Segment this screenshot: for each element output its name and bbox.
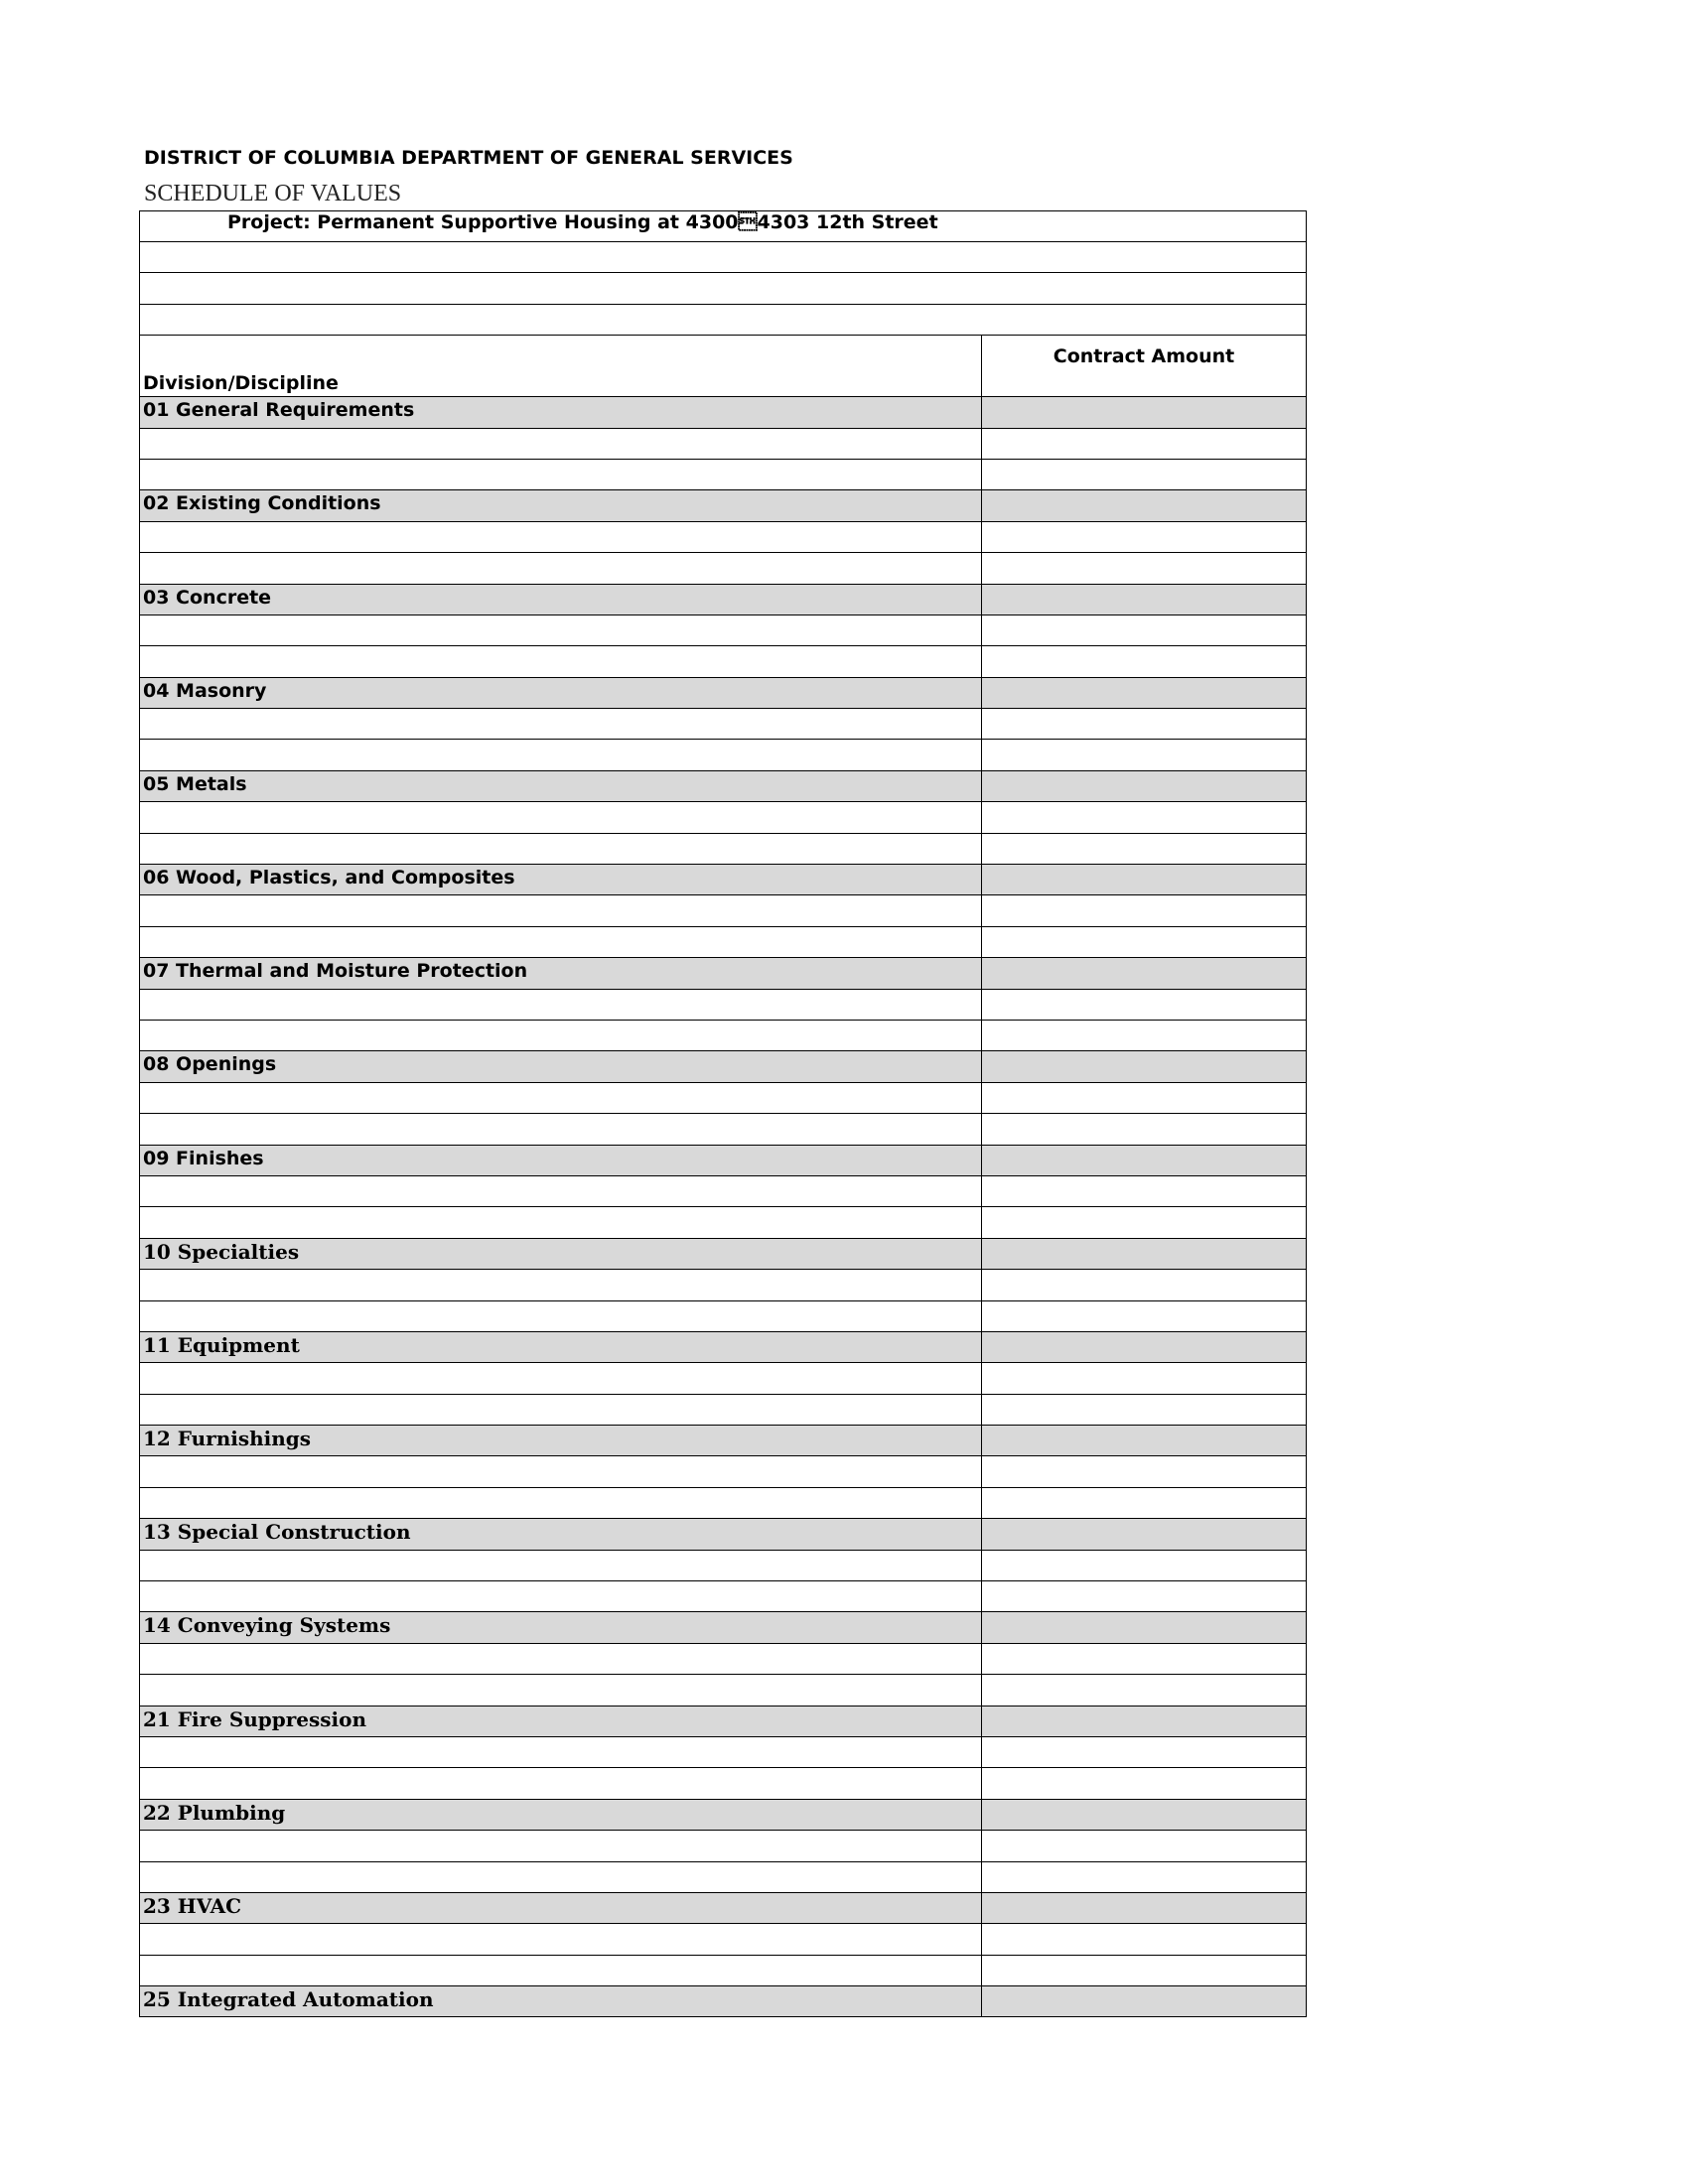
project-row (140, 211, 1307, 242)
column-header-row (140, 336, 1307, 397)
division-amount-cell[interactable] (982, 1519, 1307, 1550)
line-item-amount-cell[interactable] (982, 833, 1307, 864)
line-item-description-cell[interactable] (140, 1861, 982, 1892)
line-item-row (140, 740, 1307, 770)
division-label: 21 Fire Suppression (140, 1706, 982, 1736)
line-item-amount-cell[interactable] (982, 1270, 1307, 1300)
project-title: Project: Permanent Supportive Housing at 43004303 12th Street (140, 211, 1307, 242)
line-item-row (140, 614, 1307, 645)
division-label: 01 General Requirements (140, 397, 982, 428)
line-item-description-cell[interactable] (140, 428, 982, 459)
line-item-description-cell[interactable] (140, 1020, 982, 1050)
line-item-amount-cell[interactable] (982, 428, 1307, 459)
division-label: 22 Plumbing (140, 1799, 982, 1830)
division-row (140, 677, 1307, 708)
division-amount-cell[interactable] (982, 865, 1307, 895)
division-label: 10 Specialties (140, 1238, 982, 1269)
agency-name: DISTRICT OF COLUMBIA DEPARTMENT OF GENERAL SERVICES (144, 147, 793, 169)
blank-cell[interactable] (140, 242, 1307, 273)
line-item-description-cell[interactable] (140, 646, 982, 677)
line-item-row (140, 926, 1307, 957)
line-item-description-cell[interactable] (140, 1675, 982, 1706)
line-item-description-cell[interactable] (140, 895, 982, 926)
division-label: 07 Thermal and Moisture Protection (140, 958, 982, 989)
blank-row (140, 304, 1307, 335)
division-label: 09 Finishes (140, 1145, 982, 1175)
line-item-description-cell[interactable] (140, 1456, 982, 1487)
division-label: 23 HVAC (140, 1892, 982, 1923)
line-item-row (140, 1861, 1307, 1892)
division-row (140, 1706, 1307, 1736)
division-row (140, 865, 1307, 895)
division-row (140, 1612, 1307, 1643)
table-body (140, 211, 1307, 2017)
line-item-row (140, 1363, 1307, 1394)
line-item-description-cell[interactable] (140, 459, 982, 489)
division-amount-cell[interactable] (982, 677, 1307, 708)
line-item-description-cell[interactable] (140, 740, 982, 770)
schedule-of-values-table (139, 210, 1307, 2017)
line-item-row (140, 1550, 1307, 1580)
line-item-description-cell[interactable] (140, 1643, 982, 1674)
line-item-amount-cell[interactable] (982, 1456, 1307, 1487)
division-row (140, 958, 1307, 989)
division-row (140, 770, 1307, 801)
division-row (140, 1892, 1307, 1923)
blank-row (140, 273, 1307, 304)
line-item-row (140, 1581, 1307, 1612)
line-item-amount-cell[interactable] (982, 926, 1307, 957)
line-item-row (140, 802, 1307, 833)
document-subtitle: SCHEDULE OF VALUES (144, 181, 402, 206)
division-label: 08 Openings (140, 1051, 982, 1082)
line-item-row (140, 1082, 1307, 1113)
line-item-amount-cell[interactable] (982, 1114, 1307, 1145)
line-item-amount-cell[interactable] (982, 459, 1307, 489)
line-item-row (140, 1924, 1307, 1955)
division-row (140, 1238, 1307, 1269)
division-label: 11 Equipment (140, 1331, 982, 1362)
line-item-row (140, 1175, 1307, 1206)
line-item-row (140, 1643, 1307, 1674)
division-label: 03 Concrete (140, 584, 982, 614)
division-label: 04 Masonry (140, 677, 982, 708)
line-item-amount-cell[interactable] (982, 1487, 1307, 1518)
division-amount-cell[interactable] (982, 1799, 1307, 1830)
line-item-row (140, 1955, 1307, 1985)
line-item-description-cell[interactable] (140, 1831, 982, 1861)
line-item-row (140, 709, 1307, 740)
line-item-amount-cell[interactable] (982, 521, 1307, 552)
line-item-description-cell[interactable] (140, 802, 982, 833)
line-item-description-cell[interactable] (140, 926, 982, 957)
line-item-description-cell[interactable] (140, 521, 982, 552)
line-item-amount-cell[interactable] (982, 1768, 1307, 1799)
line-item-description-cell[interactable] (140, 1207, 982, 1238)
line-item-description-cell[interactable] (140, 553, 982, 584)
line-item-row (140, 459, 1307, 489)
division-row (140, 397, 1307, 428)
line-item-row (140, 553, 1307, 584)
line-item-row (140, 1270, 1307, 1300)
line-item-row (140, 428, 1307, 459)
division-amount-cell[interactable] (982, 1612, 1307, 1643)
line-item-description-cell[interactable] (140, 1270, 982, 1300)
division-row (140, 1051, 1307, 1082)
division-label: 12 Furnishings (140, 1426, 982, 1456)
line-item-description-cell[interactable] (140, 1768, 982, 1799)
line-item-description-cell[interactable] (140, 833, 982, 864)
line-item-description-cell[interactable] (140, 614, 982, 645)
division-amount-cell[interactable] (982, 1892, 1307, 1923)
line-item-description-cell[interactable] (140, 1581, 982, 1612)
column-header-division: Division/Discipline (140, 336, 982, 397)
division-row (140, 1426, 1307, 1456)
line-item-amount-cell[interactable] (982, 1175, 1307, 1206)
division-row (140, 1519, 1307, 1550)
line-item-amount-cell[interactable] (982, 1643, 1307, 1674)
division-label: 25 Integrated Automation (140, 1986, 982, 2017)
line-item-row (140, 1456, 1307, 1487)
line-item-row (140, 1736, 1307, 1767)
line-item-amount-cell[interactable] (982, 740, 1307, 770)
line-item-amount-cell[interactable] (982, 1831, 1307, 1861)
division-row (140, 1145, 1307, 1175)
line-item-amount-cell[interactable] (982, 1394, 1307, 1425)
line-item-amount-cell[interactable] (982, 895, 1307, 926)
line-item-amount-cell[interactable] (982, 1300, 1307, 1331)
line-item-description-cell[interactable] (140, 1736, 982, 1767)
division-row (140, 1331, 1307, 1362)
line-item-amount-cell[interactable] (982, 1550, 1307, 1580)
line-item-amount-cell[interactable] (982, 646, 1307, 677)
column-header-amount: Contract Amount (982, 336, 1307, 397)
division-amount-cell[interactable] (982, 1986, 1307, 2017)
division-amount-cell[interactable] (982, 958, 1307, 989)
line-item-description-cell[interactable] (140, 1394, 982, 1425)
line-item-amount-cell[interactable] (982, 1736, 1307, 1767)
division-label: 05 Metals (140, 770, 982, 801)
line-item-description-cell[interactable] (140, 1300, 982, 1331)
line-item-row (140, 1394, 1307, 1425)
division-amount-cell[interactable] (982, 770, 1307, 801)
line-item-amount-cell[interactable] (982, 614, 1307, 645)
line-item-row (140, 646, 1307, 677)
line-item-description-cell[interactable] (140, 1363, 982, 1394)
blank-cell[interactable] (140, 273, 1307, 304)
division-amount-cell[interactable] (982, 1331, 1307, 1362)
line-item-description-cell[interactable] (140, 1550, 982, 1580)
line-item-amount-cell[interactable] (982, 1955, 1307, 1985)
division-row (140, 1799, 1307, 1830)
line-item-row (140, 895, 1307, 926)
line-item-amount-cell[interactable] (982, 1020, 1307, 1050)
division-amount-cell[interactable] (982, 490, 1307, 521)
line-item-amount-cell[interactable] (982, 1363, 1307, 1394)
line-item-row (140, 1487, 1307, 1518)
line-item-row (140, 1768, 1307, 1799)
line-item-description-cell[interactable] (140, 1114, 982, 1145)
division-amount-cell[interactable] (982, 1238, 1307, 1269)
division-row (140, 584, 1307, 614)
line-item-description-cell[interactable] (140, 989, 982, 1020)
division-amount-cell[interactable] (982, 584, 1307, 614)
line-item-amount-cell[interactable] (982, 1924, 1307, 1955)
line-item-row (140, 1831, 1307, 1861)
line-item-amount-cell[interactable] (982, 802, 1307, 833)
blank-row (140, 242, 1307, 273)
line-item-amount-cell[interactable] (982, 1581, 1307, 1612)
line-item-description-cell[interactable] (140, 1487, 982, 1518)
line-item-description-cell[interactable] (140, 1955, 982, 1985)
division-row (140, 1986, 1307, 2017)
division-amount-cell[interactable] (982, 1051, 1307, 1082)
division-amount-cell[interactable] (982, 397, 1307, 428)
division-amount-cell[interactable] (982, 1706, 1307, 1736)
division-amount-cell[interactable] (982, 1145, 1307, 1175)
line-item-row (140, 1300, 1307, 1331)
blank-cell[interactable] (140, 304, 1307, 335)
division-label: 02 Existing Conditions (140, 490, 982, 521)
line-item-row (140, 1020, 1307, 1050)
line-item-row (140, 1207, 1307, 1238)
line-item-row (140, 833, 1307, 864)
line-item-amount-cell[interactable] (982, 1082, 1307, 1113)
division-label: 14 Conveying Systems (140, 1612, 982, 1643)
division-label: 06 Wood, Plastics, and Composites (140, 865, 982, 895)
division-label: 13 Special Construction (140, 1519, 982, 1550)
division-row (140, 490, 1307, 521)
line-item-description-cell[interactable] (140, 709, 982, 740)
line-item-description-cell[interactable] (140, 1082, 982, 1113)
line-item-row (140, 989, 1307, 1020)
division-amount-cell[interactable] (982, 1426, 1307, 1456)
line-item-amount-cell[interactable] (982, 1675, 1307, 1706)
line-item-description-cell[interactable] (140, 1924, 982, 1955)
line-item-amount-cell[interactable] (982, 1861, 1307, 1892)
line-item-description-cell[interactable] (140, 1175, 982, 1206)
line-item-row (140, 1675, 1307, 1706)
line-item-amount-cell[interactable] (982, 989, 1307, 1020)
line-item-amount-cell[interactable] (982, 553, 1307, 584)
line-item-amount-cell[interactable] (982, 1207, 1307, 1238)
line-item-row (140, 1114, 1307, 1145)
line-item-amount-cell[interactable] (982, 709, 1307, 740)
line-item-row (140, 521, 1307, 552)
